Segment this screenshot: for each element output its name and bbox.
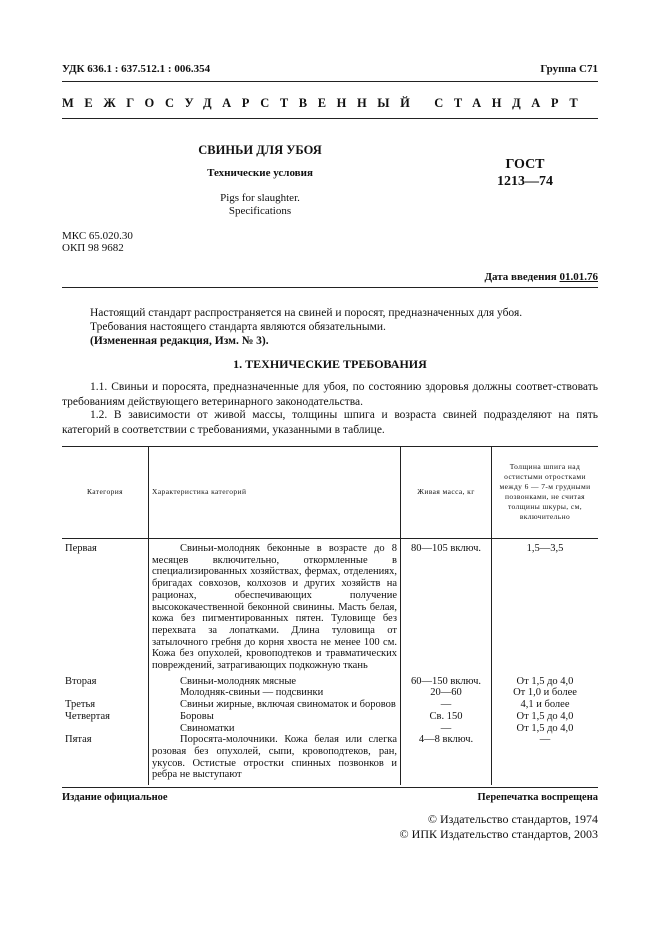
intro-paragraph-2: Требования настоящего стандарта являются обязательными. [90, 321, 386, 333]
table-row [62, 711, 598, 723]
cell-category: Третья [62, 699, 149, 711]
cell-description: Боровы [149, 711, 401, 723]
cell-fat: От 1,5 до 4,0 [516, 722, 574, 734]
cell-fat: 1,5—3,5 [526, 543, 564, 554]
effective-date-value: 01.01.76 [559, 271, 598, 283]
categories-table [62, 446, 598, 785]
interstate-standard-banner: МЕЖГОСУДАРСТВЕННЫЙ СТАНДАРТ [62, 96, 589, 110]
effective-date [484, 271, 598, 283]
header-mass: Живая масса, кг [401, 446, 492, 539]
cell-mass: 60—150 включ. [401, 676, 492, 688]
cell-description: Поросята-молочники. Кожа белая или слегка розовая без опухолей, сыпи, кровоподтеков, ран, укусов. Остистые отростки спинных позвонков и ребра не выступают [149, 734, 401, 785]
table-row [62, 699, 598, 711]
section-heading: 1. ТЕХНИЧЕСКИЕ ТРЕБОВАНИЯ [233, 357, 427, 371]
cell-description: Свиноматки [149, 723, 401, 735]
cell-mass: — [401, 699, 492, 711]
cell-mass: 20—60 [401, 687, 492, 699]
banner-rule [62, 118, 598, 119]
cell-mass: — [401, 723, 492, 735]
cell-category: Первая [62, 539, 149, 676]
okp-code: ОКП 98 9682 [62, 242, 124, 254]
table-row [62, 734, 598, 785]
cell-fat: От 1,5 до 4,0 [516, 675, 574, 687]
cell-fat: От 1,5 до 4,0 [516, 710, 574, 722]
document-title: СВИНЬИ ДЛЯ УБОЯ [198, 143, 322, 157]
top-rule [62, 81, 598, 82]
cell-description: Свиньи жирные, включая свиноматок и боровов [149, 699, 401, 711]
table-row [62, 539, 598, 676]
cell-description: Свиньи-молодняк беконные в возрасте до 8 месяцев включительно, откормленные в специализированных хозяйствах, фермах, отделениях, бригадах совхозов, колхозов и других хозяйств на рационах, обеспечивающих получение высококачественной беконной свинины. Масть белая, кожа без пигментированных пятен. Туловище без перехвата за лопатками. Длина туловища от затылочного гребня до корня хвоста не менее 100 см. Кожа без опухолей, кровоподтеков и травматических повреждений, затрагивающих подкожную ткань [149, 539, 401, 676]
gost-designation [470, 156, 580, 190]
copyright-line-1: © Издательство стандартов, 1974 [427, 812, 598, 826]
cell-category [62, 723, 149, 735]
amendment-note: (Измененная редакция, Изм. № 3). [90, 335, 269, 347]
cell-mass: Св. 150 [401, 711, 492, 723]
cell-fat: От 1,0 и более [513, 687, 577, 699]
footer-rule [62, 787, 598, 788]
table-row [62, 687, 598, 699]
cell-category: Пятая [62, 734, 149, 785]
header-characteristic: Характеристика категорий [149, 446, 401, 539]
cell-description: Свиньи-молодняк мясные [149, 676, 401, 688]
clause-1-2: 1.2. В зависимости от живой массы, толщины шпига и возраста свиней подразделяют на пять категорий в соответствии с требованиями, указанными в таблице. [62, 409, 598, 436]
official-edition-label: Издание официальное [62, 792, 168, 803]
classification-codes [62, 230, 133, 254]
udk-code: УДК 636.1 : 637.512.1 : 006.354 [62, 63, 211, 75]
cell-fat: 4,1 и более [520, 699, 570, 711]
table-header-row [62, 446, 598, 539]
mks-code: МКС 65.020.30 [62, 230, 133, 242]
copyright-line-2: © ИПК Издательство стандартов, 2003 [399, 827, 598, 841]
english-title-line1: Pigs for slaughter. [220, 192, 300, 204]
intro-paragraph-1: Настоящий стандарт распространяется на свиней и поросят, предназначенных для убоя. [90, 307, 523, 319]
cell-category [62, 687, 149, 699]
reprint-prohibited-label: Перепечатка воспрещена [477, 792, 598, 803]
document-subtitle: Технические условия [207, 167, 313, 179]
cell-description: Молодняк-свиньи — подсвинки [149, 687, 401, 699]
clause-1-1: 1.1. Свиньи и поросята, предназначенные для убоя, по состоянию здоровья должны соответ-ствовать требованиям действующего ветеринарного законодательства. [62, 381, 598, 408]
group-code: Группа С71 [540, 63, 598, 75]
gost-label: ГОСТ [505, 157, 545, 172]
cell-mass: 80—105 включ. [401, 539, 492, 676]
date-rule [62, 287, 598, 288]
cell-category: Четвертая [62, 711, 149, 723]
cell-mass: 4—8 включ. [401, 734, 492, 785]
effective-date-label: Дата введения [484, 271, 557, 283]
header-category: Категория [62, 446, 149, 539]
header-fat: Толщина шпига над остистыми отростками между 6 — 7-м грудными позвонками, не считая толщины шкуры, см, включительно [492, 446, 599, 539]
cell-category: Вторая [62, 676, 149, 688]
english-title-line2: Specifications [228, 205, 292, 217]
gost-number: 1213—74 [497, 174, 553, 189]
cell-fat: — [539, 734, 551, 746]
table-row [62, 723, 598, 735]
table-row [62, 676, 598, 688]
